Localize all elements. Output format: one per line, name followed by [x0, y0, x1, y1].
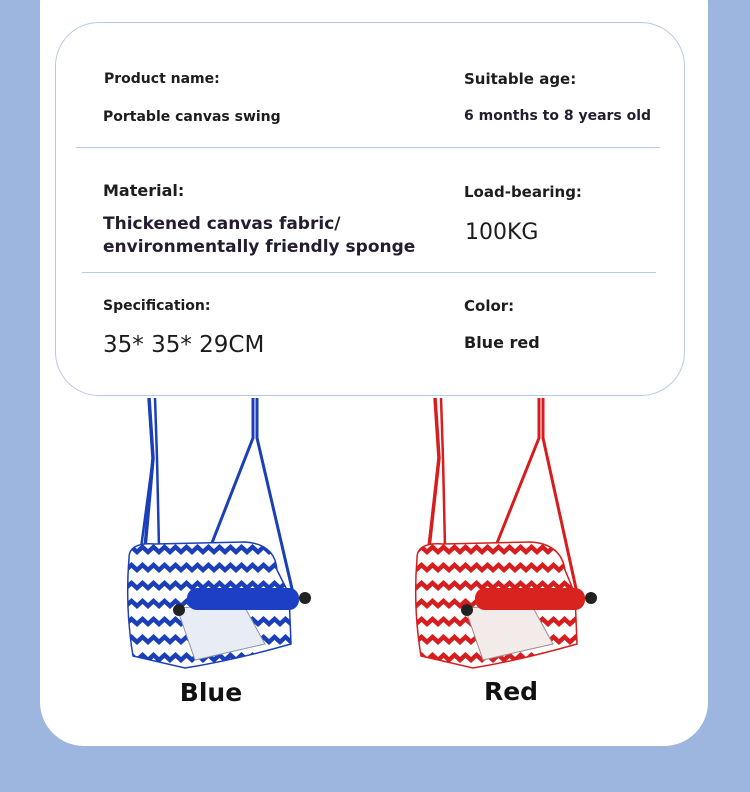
material-label: Material: — [103, 181, 185, 200]
blue-caption: Blue — [179, 678, 243, 707]
divider-2 — [82, 272, 656, 273]
red-swing-image — [405, 398, 615, 680]
divider-1 — [76, 147, 660, 148]
specification-value: 35* 35* 29CM — [103, 332, 265, 358]
material-value-line2: environmentally friendly sponge — [103, 237, 416, 257]
suitable-age-value: 6 months to 8 years old — [464, 108, 652, 124]
color-label: Color: — [464, 297, 515, 315]
color-value: Blue red — [464, 333, 540, 352]
specification-label: Specification: — [103, 298, 211, 314]
material-value-line1: Thickened canvas fabric/ — [103, 214, 341, 234]
load-bearing-label: Load-bearing: — [464, 183, 582, 201]
red-caption: Red — [483, 677, 539, 706]
blue-swing-image — [115, 398, 325, 680]
product-name-label: Product name: — [104, 71, 220, 87]
suitable-age-label: Suitable age: — [464, 70, 577, 88]
load-bearing-value: 100KG — [465, 220, 539, 245]
product-name-value: Portable canvas swing — [103, 109, 281, 125]
